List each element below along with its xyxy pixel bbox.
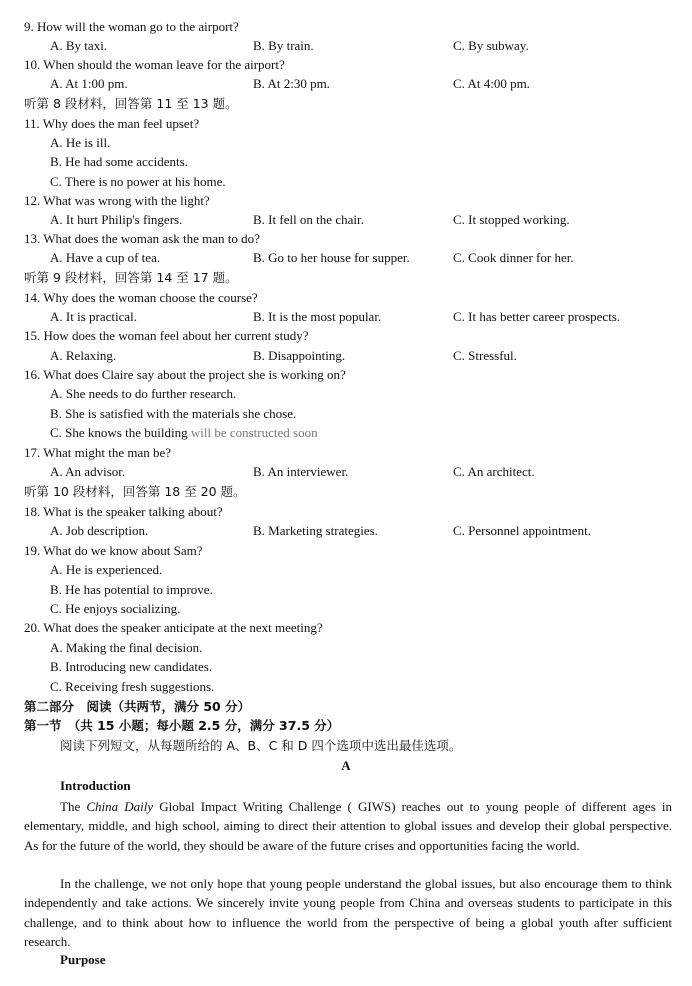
q13-option-c: C. Cook dinner for her. (453, 250, 574, 265)
q18-option-a: A. Job description. (50, 523, 149, 538)
q16-option-c-faded: will be constructed soon (190, 425, 318, 440)
section-10-instruction: 听第 10 段材料，回答第 18 至 20 题。 (24, 484, 246, 499)
reading-instructions: 阅读下列短文，从每题所给的 A、B、C 和 D 四个选项中选出最佳选项。 (60, 738, 462, 753)
q19-stem: 19. What do we know about Sam? (24, 543, 203, 558)
q19-option-a: A. He is experienced. (50, 562, 163, 577)
section-9-instruction: 听第 9 段材料，回答第 14 至 17 题。 (24, 270, 238, 285)
q12-option-a: A. It hurt Philip's fingers. (50, 212, 183, 227)
q20-option-a: A. Making the final decision. (50, 640, 203, 655)
q16-option-c-start: C. She knows the building (50, 425, 191, 440)
q17-option-c: C. An architect. (453, 464, 535, 479)
q16-option-c (50, 425, 318, 440)
purpose-heading: Purpose (60, 952, 106, 967)
q17-option-a: A. An advisor. (50, 464, 126, 479)
q16-stem: 16. What does Claire say about the project she is working on? (24, 367, 346, 382)
q9-option-a: A. By taxi. (50, 38, 108, 53)
paragraph-1 (24, 787, 672, 855)
q11-option-c: C. There is no power at his home. (50, 174, 226, 189)
q12-option-c: C. It stopped working. (453, 212, 570, 227)
section-1-heading: 第一节 （共 15 小题；每小题 2.5 分，满分 37.5 分） (24, 718, 340, 733)
paragraph-2 (24, 874, 672, 951)
q18-stem: 18. What is the speaker talking about? (24, 504, 223, 519)
q17-option-b: B. An interviewer. (253, 464, 349, 479)
q12-stem: 12. What was wrong with the light? (24, 193, 210, 208)
q16-option-a: A. She needs to do further research. (50, 386, 237, 401)
q14-option-c: C. It has better career prospects. (453, 309, 621, 324)
q14-option-b: B. It is the most popular. (253, 309, 382, 324)
q15-option-a: A. Relaxing. (50, 348, 117, 363)
q16-option-b: B. She is satisfied with the materials she chose. (50, 406, 297, 421)
q13-option-b: B. Go to her house for supper. (253, 250, 410, 265)
q17-stem: 17. What might the man be? (24, 445, 172, 460)
q13-option-a: A. Have a cup of tea. (50, 250, 161, 265)
q15-option-c: C. Stressful. (453, 348, 517, 363)
q18-option-c: C. Personnel appointment. (453, 523, 591, 538)
q14-stem: 14. Why does the woman choose the course? (24, 290, 258, 305)
china-daily-title: China Daily (86, 799, 154, 814)
q9-stem: 9. How will the woman go to the airport? (24, 19, 239, 34)
q10-option-c: C. At 4:00 pm. (453, 76, 530, 91)
q19-option-c: C. He enjoys socializing. (50, 601, 181, 616)
q19-option-b: B. He has potential to improve. (50, 582, 213, 597)
q20-stem: 20. What does the speaker anticipate at the next meeting? (24, 620, 323, 635)
q11-option-b: B. He had some accidents. (50, 154, 188, 169)
q10-option-b: B. At 2:30 pm. (253, 76, 330, 91)
q15-stem: 15. How does the woman feel about her current study? (24, 328, 309, 343)
q14-option-a: A. It is practical. (50, 309, 137, 324)
q18-option-b: B. Marketing strategies. (253, 523, 378, 538)
paragraph-1-start: The (60, 799, 87, 814)
paragraph-2-text: In the challenge, we not only hope that young people understand the global issues, but also encourage them to think independently and take actions. We sincerely invite young people from China and overseas students to participate in this challenge, and to think about how to influence the world from the perspective of being a global youth after sufficient research. (24, 876, 672, 949)
q12-option-b: B. It fell on the chair. (253, 212, 364, 227)
q10-option-a: A. At 1:00 pm. (50, 76, 128, 91)
q10-stem: 10. When should the woman leave for the airport? (24, 57, 285, 72)
part-2-heading: 第二部分 阅读（共两节，满分 50 分） (24, 699, 251, 714)
q9-option-b: B. By train. (253, 38, 314, 53)
paragraph-1-rest: Global Impact Writing Challenge ( GIWS) reaches out to young people of different ages in elementary, middle, and high school, aiming to direct their attention to global issues and develop their global perspective. As for the future of the world, they should be aware of the future crises and opportunities facing the world. (24, 799, 672, 853)
q9-option-c: C. By subway. (453, 38, 529, 53)
q15-option-b: B. Disappointing. (253, 348, 346, 363)
q11-option-a: A. He is ill. (50, 135, 111, 150)
q13-stem: 13. What does the woman ask the man to do? (24, 231, 260, 246)
passage-letter: A (341, 758, 351, 773)
introduction-heading: Introduction (60, 778, 131, 793)
q11-stem: 11. Why does the man feel upset? (24, 116, 200, 131)
section-8-instruction: 听第 8 段材料，回答第 11 至 13 题。 (24, 96, 238, 111)
q20-option-c: C. Receiving fresh suggestions. (50, 679, 215, 694)
q20-option-b: B. Introducing new candidates. (50, 659, 213, 674)
